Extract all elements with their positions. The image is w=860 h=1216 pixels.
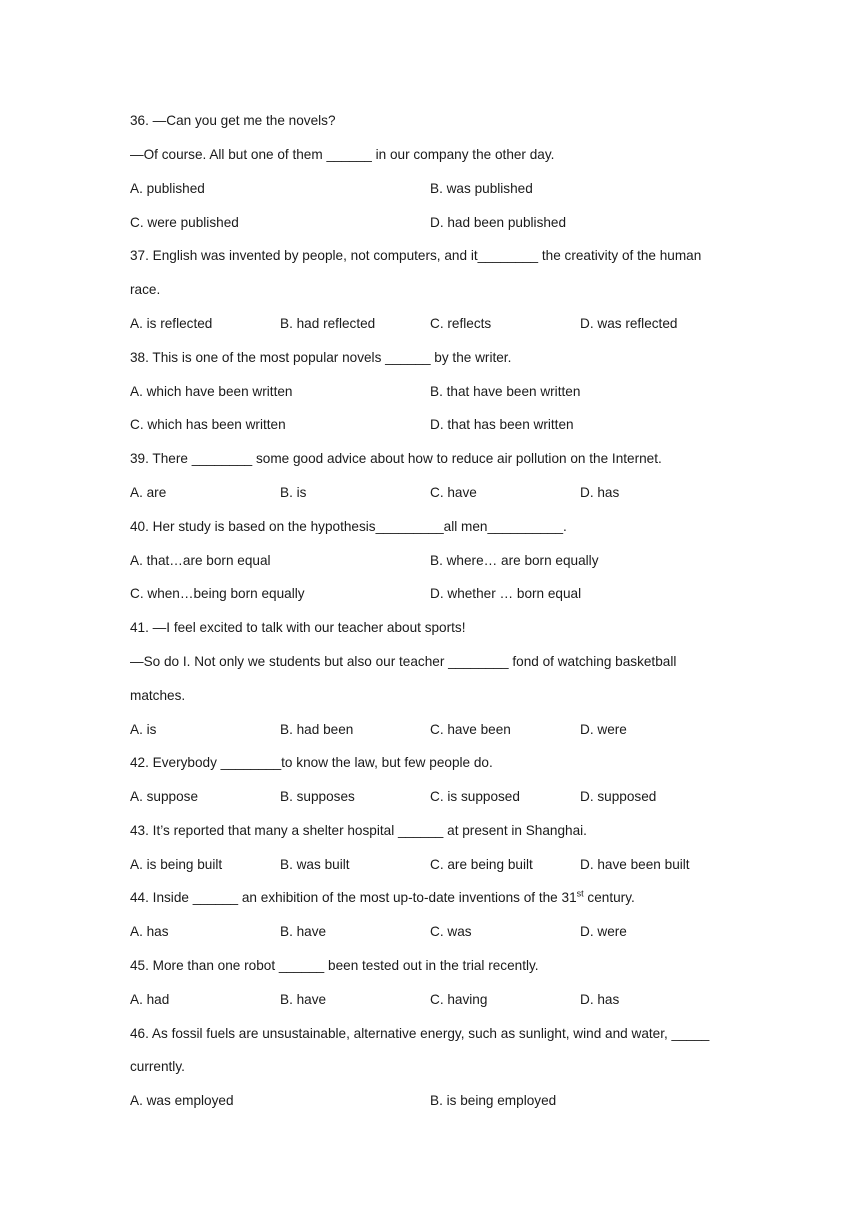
question-38-option-c: C. which has been written [130, 417, 286, 432]
question-38-stem: 38. This is one of the most popular novels ______ by the writer. [130, 350, 512, 365]
question-43-option-a: A. is being built [130, 857, 223, 872]
question-36-option-c: C. were published [130, 215, 239, 230]
question-41-stem-line-2: —So do I. Not only we students but also our teacher ________ fond of watching basketball [130, 654, 677, 669]
question-38-option-d: D. that has been written [430, 417, 574, 432]
question-37-option-c: C. reflects [430, 316, 492, 331]
question-37-stem-line-2: race. [130, 282, 161, 297]
question-45-option-d: D. has [580, 992, 620, 1007]
question-46-option-a: A. was employed [130, 1093, 234, 1108]
question-40-option-b: B. where… are born equally [430, 553, 599, 568]
question-39-option-b: B. is [280, 485, 307, 500]
question-44-stem-tail: century. [583, 890, 635, 905]
question-39-option-d: D. has [580, 485, 620, 500]
question-44-stem [130, 889, 635, 907]
question-45-stem: 45. More than one robot ______ been tested out in the trial recently. [130, 958, 539, 973]
question-46-stem-line-1: 46. As fossil fuels are unsustainable, alternative energy, such as sunlight, wind and water, _____ [130, 1026, 710, 1041]
question-42-option-c: C. is supposed [430, 789, 520, 804]
question-41-option-d: D. were [580, 722, 627, 737]
question-45-option-c: C. having [430, 992, 488, 1007]
question-41-option-c: C. have been [430, 722, 511, 737]
question-45-option-b: B. have [280, 992, 327, 1007]
question-37-stem-line-1: 37. English was invented by people, not computers, and it________ the creativity of the human [130, 248, 702, 263]
question-43-stem: 43. It’s reported that many a shelter hospital ______ at present in Shanghai. [130, 823, 587, 838]
question-37-option-b: B. had reflected [280, 316, 376, 331]
question-44-option-a: A. has [130, 924, 169, 939]
question-42-option-d: D. supposed [580, 789, 657, 804]
question-46-option-b: B. is being employed [430, 1093, 557, 1108]
question-41-stem-line-1: 41. —I feel excited to talk with our teacher about sports! [130, 620, 466, 635]
question-44-option-c: C. was [430, 924, 472, 939]
question-44-option-b: B. have [280, 924, 327, 939]
question-43-option-d: D. have been built [580, 857, 690, 872]
question-40-option-d: D. whether … born equal [430, 586, 582, 601]
question-38-option-b: B. that have been written [430, 384, 581, 399]
question-41-stem-line-3: matches. [130, 688, 186, 703]
question-41-option-b: B. had been [280, 722, 354, 737]
question-37-option-d: D. was reflected [580, 316, 678, 331]
question-39-option-c: C. have [430, 485, 477, 500]
question-36-option-d: D. had been published [430, 215, 567, 230]
question-36-option-a: A. published [130, 181, 205, 196]
question-43-option-c: C. are being built [430, 857, 533, 872]
question-43-option-b: B. was built [280, 857, 350, 872]
question-42-stem: 42. Everybody ________to know the law, but few people do. [130, 755, 493, 770]
question-42-option-a: A. suppose [130, 789, 199, 804]
question-44-superscript: st [576, 888, 584, 899]
question-39-option-a: A. are [130, 485, 167, 500]
question-40-stem: 40. Her study is based on the hypothesis_________all men__________. [130, 519, 567, 534]
question-36-stem-line-1: 36. —Can you get me the novels? [130, 113, 336, 128]
question-40-option-a: A. that…are born equal [130, 553, 271, 568]
question-39-stem: 39. There ________ some good advice about how to reduce air pollution on the Internet. [130, 451, 662, 466]
question-36-option-b: B. was published [430, 181, 533, 196]
question-41-option-a: A. is [130, 722, 157, 737]
question-44-stem-text: 44. Inside ______ an exhibition of the most up-to-date inventions of the 31 [130, 890, 577, 905]
question-45-option-a: A. had [130, 992, 170, 1007]
question-38-option-a: A. which have been written [130, 384, 293, 399]
question-40-option-c: C. when…being born equally [130, 586, 305, 601]
question-44-option-d: D. were [580, 924, 627, 939]
question-36-stem-line-2: —Of course. All but one of them ______ in our company the other day. [130, 147, 555, 162]
question-46-stem-line-2: currently. [130, 1059, 185, 1074]
question-42-option-b: B. supposes [280, 789, 355, 804]
question-37-option-a: A. is reflected [130, 316, 213, 331]
